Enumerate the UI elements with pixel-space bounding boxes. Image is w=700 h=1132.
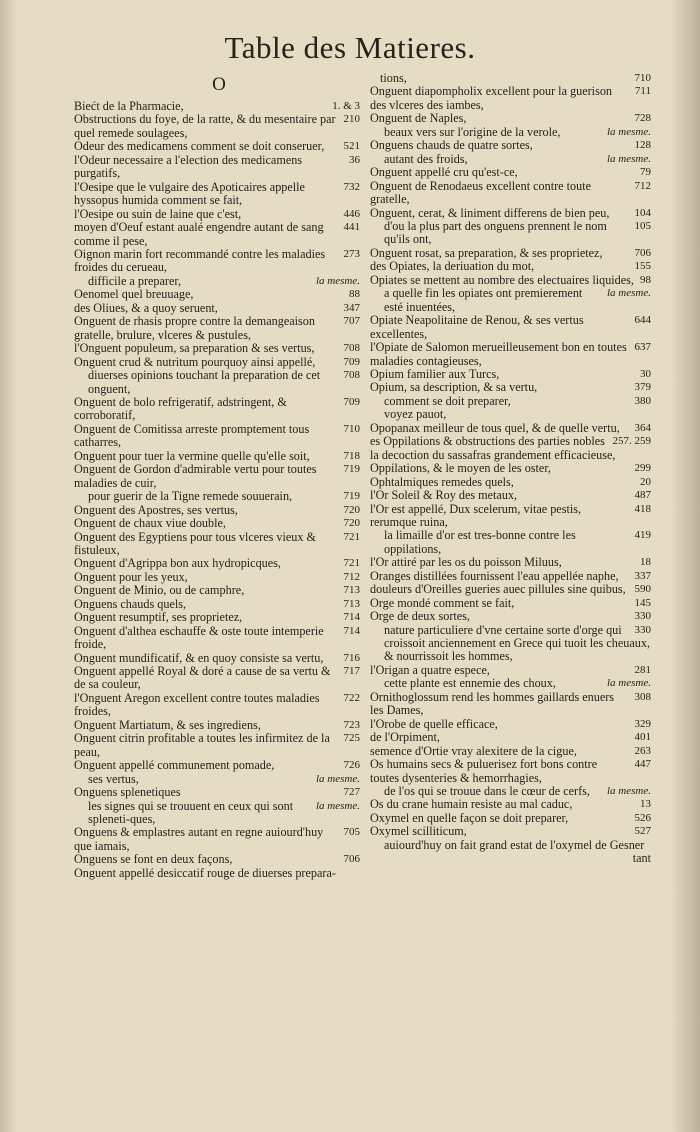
page-reference: 721 bbox=[343, 557, 360, 570]
entry-text: Onguent citrin profitable a toutes les infirmitez de la peau, bbox=[74, 731, 330, 759]
entry-text: de l'Orpiment, bbox=[370, 730, 440, 745]
page-reference: 104 bbox=[634, 206, 651, 219]
entry-text: Onguens chauds de quatre sortes, bbox=[370, 138, 533, 153]
index-entry bbox=[74, 665, 364, 692]
entry-text: l'Onguent populeum, sa preparation & ses vertus, bbox=[74, 341, 315, 356]
page-reference: 441 bbox=[343, 221, 360, 234]
page-reference: 721 bbox=[343, 530, 360, 543]
entry-text: d'ou la plus part des onguens prennent le nom qu'ils ont, bbox=[384, 218, 607, 247]
page-reference: 705 bbox=[343, 826, 360, 839]
index-entry bbox=[370, 112, 655, 125]
entry-text: Onguent rosat, sa preparation, & ses proprietez, bbox=[370, 245, 603, 260]
index-entry bbox=[74, 342, 364, 355]
page-reference: 719 bbox=[343, 490, 360, 503]
entry-text: Onguent pour les yeux, bbox=[74, 569, 188, 584]
entry-text: l'Oesipe que le vulgaire des Apoticaires appelle hyssopus humida comment se fait, bbox=[74, 179, 305, 208]
index-entry bbox=[370, 126, 655, 139]
entry-text: Onguent d'Agrippa bon aux hydropicques, bbox=[74, 556, 281, 571]
index-column-left bbox=[74, 72, 364, 880]
index-entry bbox=[74, 853, 364, 866]
page-reference: 706 bbox=[343, 853, 360, 866]
index-entry bbox=[74, 208, 364, 221]
page-reference: 419 bbox=[634, 529, 651, 542]
entry-text: l'Onguent Aregon excellent contre toutes maladies froides, bbox=[74, 690, 320, 719]
index-entry bbox=[370, 220, 655, 247]
page-title: Table des Matieres. bbox=[224, 30, 476, 65]
page-reference: 329 bbox=[634, 717, 651, 730]
entry-text: Opopanax meilleur de tous quel, & de quelle vertu, bbox=[370, 420, 620, 435]
page-reference: 722 bbox=[343, 691, 360, 704]
index-entry bbox=[370, 72, 655, 85]
index-entry bbox=[370, 153, 655, 166]
index-entry bbox=[370, 624, 655, 664]
page-reference: 714 bbox=[343, 624, 360, 637]
index-entry bbox=[370, 664, 655, 677]
entry-text: Onguent crud & nutritum pourquoy ainsi appellé, bbox=[74, 354, 316, 369]
entry-text: Onguent des Apostres, ses vertus, bbox=[74, 502, 238, 517]
index-entry bbox=[74, 181, 364, 208]
page-reference: 718 bbox=[343, 449, 360, 462]
entry-text: Onguent de Renodaeus excellent contre toute gratelle, bbox=[370, 178, 591, 207]
entry-text: les signes qui se trouuent en ceux qui sont spleneti-ques, bbox=[88, 798, 294, 827]
entry-text: tions, bbox=[380, 71, 407, 85]
entry-text: a quelle fin les opiates ont premierement esté inuentées, bbox=[384, 286, 583, 314]
index-entry bbox=[74, 571, 364, 584]
index-entry bbox=[370, 691, 655, 718]
entry-text: semence d'Ortie vray alexitere de la cigue, bbox=[370, 743, 577, 758]
index-entry bbox=[370, 718, 655, 731]
entry-text: beaux vers sur l'origine de la verole, bbox=[384, 124, 561, 139]
entry-text: Onguent de Comitissa arreste promptement tous catharres, bbox=[74, 421, 310, 450]
index-entry bbox=[74, 773, 364, 786]
page-reference: 706 bbox=[634, 246, 651, 259]
index-entry bbox=[370, 852, 655, 865]
entry-text: l'Odeur necessaire a l'election des medicamens purgatifs, bbox=[74, 152, 303, 181]
entry-text: Opium familier aux Turcs, bbox=[370, 366, 500, 381]
page-reference: 364 bbox=[634, 421, 651, 434]
index-entry bbox=[74, 786, 364, 799]
page-reference: la mesme. bbox=[316, 274, 360, 287]
page-reference: 263 bbox=[634, 744, 651, 757]
index-entry bbox=[370, 503, 655, 530]
index-entry bbox=[370, 597, 655, 610]
entry-text: Onguent d'althea eschauffe & oste toute intemperie froide, bbox=[74, 623, 324, 652]
entry-text: Onguens se font en deux façons, bbox=[74, 852, 233, 867]
entry-text: Onguent resumptif, ses proprietez, bbox=[74, 610, 243, 625]
page-reference: 79 bbox=[640, 166, 651, 179]
entry-text: Obstructions du foye, de la ratte, & du mesentaire par quel remede soulagees, bbox=[74, 112, 336, 140]
page-edge-shadow-left bbox=[0, 0, 18, 1132]
index-entry bbox=[370, 247, 655, 260]
index-entry bbox=[74, 113, 364, 140]
index-entry bbox=[74, 369, 364, 396]
entry-text: Onguent mundificatif, & en quoy consiste sa vertu, bbox=[74, 650, 324, 665]
entry-text: Onguent de bolo refrigeratif, adstringent, & corroboratif, bbox=[74, 394, 287, 423]
page-reference: 20 bbox=[640, 475, 651, 488]
entry-text: Oenomel quel breuuage, bbox=[74, 287, 194, 302]
entry-text: Onguent de Gordon d'admirable vertu pour toutes maladies de cuir, bbox=[74, 462, 317, 490]
index-entry bbox=[74, 652, 364, 665]
index-entry bbox=[370, 314, 655, 341]
page-reference: 707 bbox=[343, 315, 360, 328]
entry-text: Oxymel scilliticum, bbox=[370, 824, 467, 839]
page-reference: la mesme. bbox=[607, 677, 651, 690]
entry-text: cette plante est ennemie des choux, bbox=[384, 676, 556, 691]
index-entry bbox=[370, 395, 655, 408]
entry-text: Onguent des Egyptiens pour tous vlceres vieux & fistuleux, bbox=[74, 529, 317, 557]
index-entry bbox=[370, 570, 655, 583]
index-entry bbox=[74, 598, 364, 611]
page-reference: la mesme. bbox=[607, 287, 651, 300]
index-entry bbox=[74, 759, 364, 772]
index-entry bbox=[74, 504, 364, 517]
entry-text: pour guerir de la Tigne remede souuerain, bbox=[88, 489, 293, 504]
page-reference: la mesme. bbox=[607, 152, 651, 165]
page-reference: 98 bbox=[640, 273, 651, 286]
page-reference: 36 bbox=[349, 153, 360, 166]
page-reference: 708 bbox=[343, 342, 360, 355]
page-reference: 716 bbox=[343, 651, 360, 664]
page-reference: 128 bbox=[634, 139, 651, 152]
page-reference: 155 bbox=[634, 260, 651, 273]
page-reference: 18 bbox=[640, 556, 651, 569]
index-entry bbox=[370, 745, 655, 758]
page-reference: 446 bbox=[343, 207, 360, 220]
page-reference: 330 bbox=[634, 610, 651, 623]
page-reference: la mesme. bbox=[316, 772, 360, 785]
entry-text: Onguent appellé cru qu'est-ce, bbox=[370, 165, 518, 180]
entry-text: Ophtalmiques remedes quels, bbox=[370, 474, 514, 489]
index-entry bbox=[370, 408, 655, 421]
page-reference: 712 bbox=[634, 179, 651, 192]
page-reference: 526 bbox=[634, 811, 651, 824]
page-reference: 88 bbox=[349, 288, 360, 301]
entry-text: Onguent Martiatum, & ses ingrediens, bbox=[74, 717, 261, 732]
entry-text: de l'os qui se trouue dans le cœur de cerfs, bbox=[384, 784, 590, 799]
index-entry bbox=[74, 288, 364, 301]
entry-text: comment se doit preparer, bbox=[384, 393, 511, 408]
entry-text: Os du crane humain resiste au mal caduc, bbox=[370, 797, 573, 812]
left-entry-list bbox=[74, 100, 364, 880]
entry-text: tant bbox=[632, 851, 651, 866]
entry-text: Onguent, cerat, & liniment differens de bien peu, bbox=[370, 205, 610, 220]
entry-text: des Oliues, & a quoy seruent, bbox=[74, 300, 218, 315]
index-entry bbox=[370, 85, 655, 112]
index-entry bbox=[370, 812, 655, 825]
page-reference: 13 bbox=[640, 798, 651, 811]
index-entry bbox=[74, 826, 364, 853]
index-entry bbox=[74, 719, 364, 732]
index-entry bbox=[74, 221, 364, 248]
page-reference: 719 bbox=[343, 463, 360, 476]
entry-text: Opiate Neapolitaine de Renou, & ses vertus excellentes, bbox=[370, 313, 584, 341]
entry-text: ses vertus, bbox=[88, 771, 139, 786]
index-entry bbox=[370, 139, 655, 152]
page-reference: 418 bbox=[634, 502, 651, 515]
page-reference: 727 bbox=[343, 786, 360, 799]
index-entry bbox=[74, 692, 364, 719]
entry-text: Onguent appellé desiccatif rouge de diuerses prepara- bbox=[74, 865, 336, 880]
entry-text: l'Oesipe ou suin de laine que c'est, bbox=[74, 206, 242, 221]
entry-text: difficile a preparer, bbox=[88, 273, 182, 288]
entry-text: Biećt de la Pharmacie, bbox=[74, 99, 184, 113]
page-reference: 527 bbox=[634, 825, 651, 838]
index-entry bbox=[74, 531, 364, 558]
index-entry bbox=[74, 732, 364, 759]
entry-text: Onguent diapompholix excellent pour la guerison des vlceres des iambes, bbox=[370, 84, 613, 112]
entry-text: Orge mondé comment se fait, bbox=[370, 595, 515, 610]
page-reference: 728 bbox=[634, 112, 651, 125]
page-reference: 281 bbox=[634, 663, 651, 676]
entry-text: Onguent appellé communement pomade, bbox=[74, 758, 275, 773]
entry-text: l'Or attiré par les os du poisson Miluus, bbox=[370, 555, 562, 570]
page-reference: 723 bbox=[343, 718, 360, 731]
page-reference: 347 bbox=[343, 301, 360, 314]
page-reference: 732 bbox=[343, 180, 360, 193]
index-entry bbox=[370, 435, 655, 462]
index-entry bbox=[74, 800, 364, 827]
index-entry bbox=[370, 489, 655, 502]
index-entry bbox=[370, 180, 655, 207]
index-entry bbox=[74, 450, 364, 463]
index-entry bbox=[370, 798, 655, 811]
index-entry bbox=[74, 557, 364, 570]
index-entry bbox=[74, 611, 364, 624]
index-entry bbox=[370, 556, 655, 569]
page-reference: 709 bbox=[343, 395, 360, 408]
entry-text: Opium, sa description, & sa vertu, bbox=[370, 380, 538, 395]
entry-text: autant des froids, bbox=[384, 151, 468, 166]
entry-text: Onguent de Naples, bbox=[370, 111, 467, 126]
page-reference: 1. & 3 bbox=[332, 100, 360, 112]
page-reference: 637 bbox=[634, 341, 651, 354]
page-reference: la mesme. bbox=[316, 799, 360, 812]
page-reference: 330 bbox=[634, 623, 651, 636]
index-entry bbox=[74, 490, 364, 503]
page-reference: 487 bbox=[634, 489, 651, 502]
entry-text: Oxymel en quelle façon se doit preparer, bbox=[370, 810, 569, 825]
entry-text: Oppilations, & le moyen de les oster, bbox=[370, 461, 551, 476]
entry-text: l'Or est appellé, Dux scelerum, vitae pestis, rerumque ruina, bbox=[370, 501, 582, 529]
page-reference: 299 bbox=[634, 462, 651, 475]
page-reference: 401 bbox=[634, 731, 651, 744]
page-reference: 273 bbox=[343, 247, 360, 260]
entry-text: Os humains secs & puluerisez fort bons contre toutes dysenteries & hemorrhagies, bbox=[370, 757, 598, 785]
entry-text: Oignon marin fort recommandé contre les maladies froides du cerueau, bbox=[74, 246, 326, 275]
entry-text: Oranges distillées fournissent l'eau appellée naphe, bbox=[370, 568, 619, 583]
index-entry bbox=[370, 758, 655, 785]
entry-text: Onguent appellé Royal & doré a cause de sa vertu & de sa couleur, bbox=[74, 664, 331, 692]
index-entry bbox=[74, 396, 364, 423]
entry-text: voyez pauot, bbox=[384, 407, 447, 422]
index-entry bbox=[74, 302, 364, 315]
page-reference: 714 bbox=[343, 611, 360, 624]
entry-text: moyen d'Oeuf estant aualé engendre autant de sang comme il pese, bbox=[74, 220, 324, 248]
entry-text: Orge de deux sortes, bbox=[370, 609, 470, 624]
index-entry bbox=[370, 476, 655, 489]
index-entry bbox=[370, 166, 655, 179]
page-reference: 708 bbox=[343, 369, 360, 382]
page-reference: 337 bbox=[634, 569, 651, 582]
index-entry bbox=[370, 825, 655, 838]
entry-text: Onguent de chaux viue double, bbox=[74, 516, 226, 531]
entry-text: Onguens chauds quels, bbox=[74, 596, 187, 611]
index-entry bbox=[74, 248, 364, 275]
page-reference: 447 bbox=[634, 758, 651, 771]
page-reference: 717 bbox=[343, 665, 360, 678]
index-entry bbox=[370, 677, 655, 690]
index-entry bbox=[74, 584, 364, 597]
entry-text: douleurs d'Oreilles gueries auec pillules sine quibus, bbox=[370, 582, 626, 597]
index-entry bbox=[370, 422, 655, 435]
entry-text: Opiates se mettent au nombre des electuaires liquides, bbox=[370, 272, 634, 287]
page-reference: 709 bbox=[343, 355, 360, 368]
index-entry bbox=[74, 154, 364, 181]
page-reference: 710 bbox=[343, 422, 360, 435]
index-entry bbox=[74, 356, 364, 369]
index-entry bbox=[370, 529, 655, 556]
entry-text: auiourd'huy on fait grand estat de l'oxymel de Gesner bbox=[384, 837, 645, 852]
page-reference: 711 bbox=[634, 85, 651, 98]
section-letter: O bbox=[212, 74, 226, 95]
index-entry bbox=[370, 274, 655, 287]
page-reference: 308 bbox=[634, 690, 651, 703]
page-reference: 644 bbox=[634, 314, 651, 327]
page-reference: 105 bbox=[634, 219, 651, 232]
index-entry bbox=[370, 260, 655, 273]
entry-text: Onguens splenetiques bbox=[74, 785, 181, 800]
entry-text: Odeur des medicamens comment se doit conseruer, bbox=[74, 139, 325, 154]
entry-text: Onguens & emplastres autant en regne auiourd'huy que iamais, bbox=[74, 825, 324, 853]
page-reference: 720 bbox=[343, 517, 360, 530]
page-reference: 720 bbox=[343, 503, 360, 516]
page-reference: 726 bbox=[343, 759, 360, 772]
index-entry bbox=[74, 100, 364, 113]
index-entry bbox=[370, 785, 655, 798]
page-reference: 210 bbox=[343, 113, 360, 126]
page-reference: 725 bbox=[343, 732, 360, 745]
index-entry bbox=[74, 867, 364, 880]
index-entry bbox=[74, 423, 364, 450]
index-entry bbox=[370, 583, 655, 596]
page-reference: 521 bbox=[343, 140, 360, 153]
entry-text: la limaille d'or est tres-bonne contre les oppilations, bbox=[384, 528, 576, 556]
index-entry bbox=[74, 275, 364, 288]
entry-text: Onguent de rhasis propre contre la demangeaison gratelle, brulure, vlceres & pustules, bbox=[74, 314, 315, 342]
page-reference: la mesme. bbox=[607, 785, 651, 798]
page-reference: 145 bbox=[634, 596, 651, 609]
index-entry bbox=[370, 462, 655, 475]
page-reference: 380 bbox=[634, 394, 651, 407]
page-reference: 710 bbox=[634, 72, 651, 84]
index-entry bbox=[370, 839, 655, 852]
entry-text: l'Or Soleil & Roy des metaux, bbox=[370, 488, 518, 503]
page-reference: 379 bbox=[634, 381, 651, 394]
page-reference: la mesme. bbox=[607, 125, 651, 138]
entry-text: des Opiates, la deriuation du mot, bbox=[370, 259, 535, 274]
index-entry bbox=[370, 610, 655, 623]
entry-text: nature particuliere d'vne certaine sorte d'orge qui croissoit anciennement en Grece qui tuoit les cheuaux, & nourrissoit les hommes, bbox=[384, 622, 651, 664]
right-entry-list bbox=[370, 72, 655, 866]
page-reference: 713 bbox=[343, 597, 360, 610]
index-entry bbox=[370, 731, 655, 744]
page-reference: 30 bbox=[640, 367, 651, 380]
page-edge-shadow-right bbox=[670, 0, 700, 1132]
page-reference: 257. 259 bbox=[612, 435, 651, 448]
entry-text: es Oppilations & obstructions des parties nobles la decoction du sassafras grandement efficacieuse, bbox=[370, 434, 616, 462]
page-reference: 590 bbox=[634, 583, 651, 596]
index-entry bbox=[370, 207, 655, 220]
page-reference: 713 bbox=[343, 584, 360, 597]
entry-text: Onguent de Minio, ou de camphre, bbox=[74, 583, 245, 598]
index-entry bbox=[370, 287, 655, 314]
entry-text: l'Orobe de quelle efficace, bbox=[370, 716, 498, 731]
entry-text: diuerses opinions touchant la preparation de cet onguent, bbox=[88, 368, 321, 396]
index-entry bbox=[74, 625, 364, 652]
entry-text: Onguent pour tuer la vermine quelle qu'elle soit, bbox=[74, 448, 310, 463]
index-entry bbox=[370, 381, 655, 394]
entry-text: l'Opiate de Salomon merueilleusement bon en toutes maladies contagieuses, bbox=[370, 340, 627, 368]
entry-text: Ornithoglossum rend les hommes gaillards enuers les Dames, bbox=[370, 689, 615, 718]
index-entry bbox=[74, 140, 364, 153]
index-entry bbox=[74, 315, 364, 342]
index-column-right bbox=[370, 72, 655, 866]
index-entry bbox=[74, 517, 364, 530]
entry-text: l'Origan a quatre espece, bbox=[370, 662, 490, 677]
index-entry bbox=[370, 368, 655, 381]
index-entry bbox=[370, 341, 655, 368]
page-reference: 712 bbox=[343, 570, 360, 583]
index-entry bbox=[74, 463, 364, 490]
